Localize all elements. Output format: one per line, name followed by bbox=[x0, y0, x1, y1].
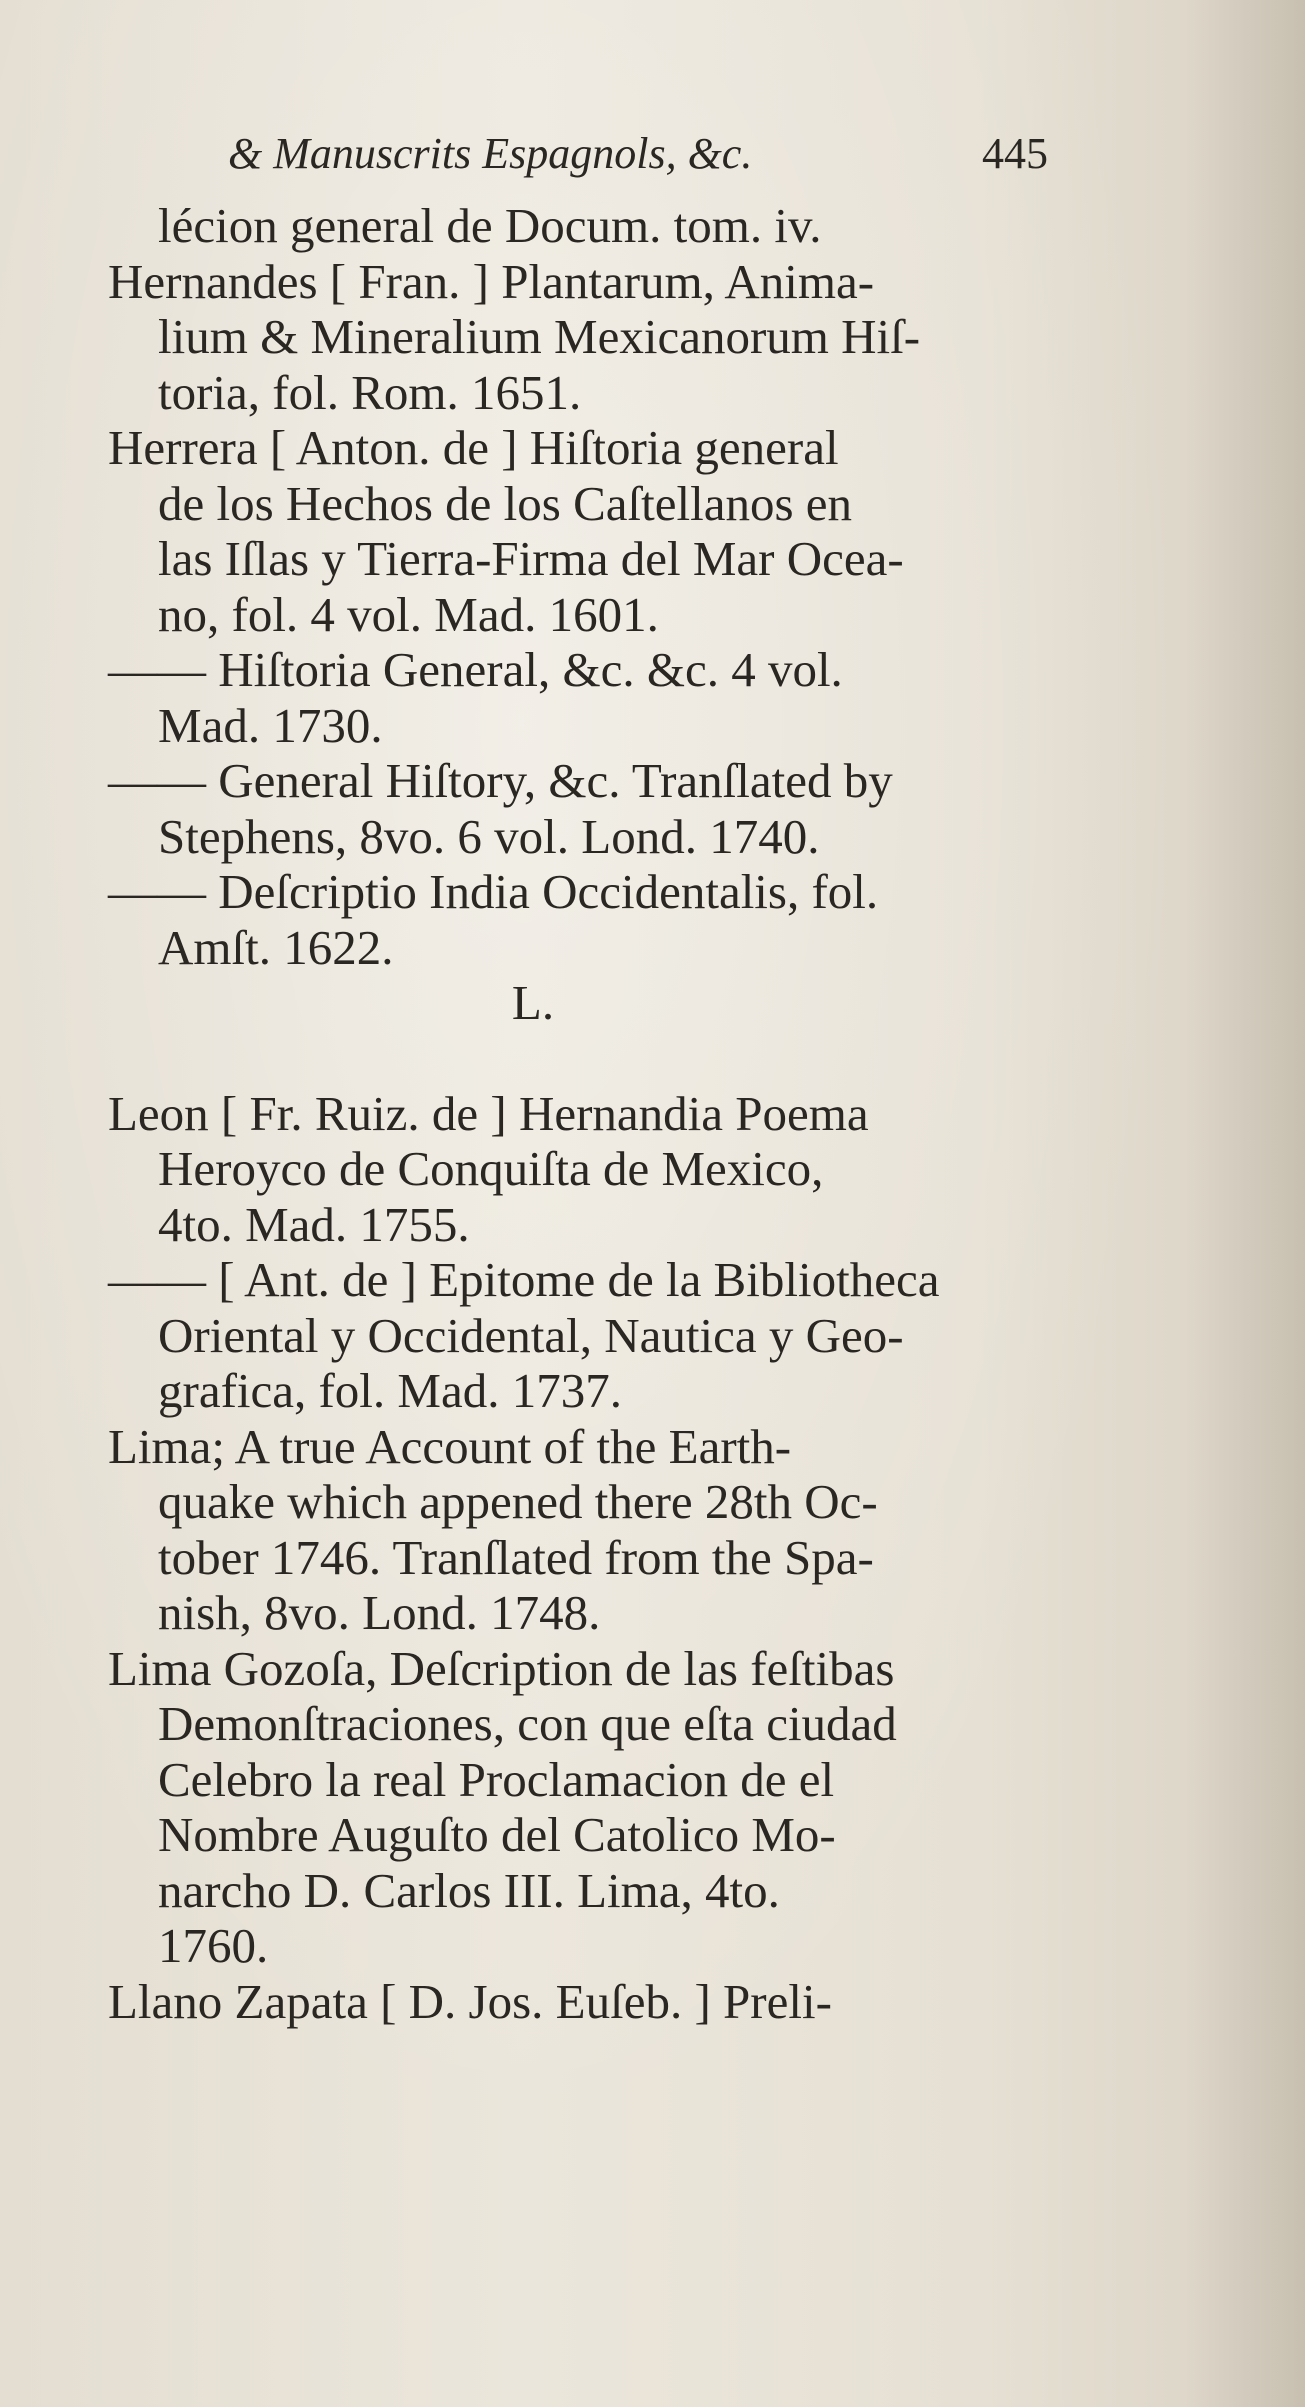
page-edge-shadow bbox=[1185, 0, 1305, 2407]
entry-hernandes: Hernandes [ Fran. ] Plantarum, Anima- bbox=[108, 253, 875, 309]
entry-herrera: Herrera [ Anton. de ] Hiſtoria general bbox=[108, 420, 839, 475]
entry-leon-epitome: —— [ Ant. de ] Epitome de la Bibliotheca bbox=[108, 1252, 940, 1307]
entry-llano-zapata: Llano Zapata [ D. Jos. Euſeb. ] Preli- bbox=[108, 1973, 832, 2029]
entry-leon: Leon [ Fr. Ruiz. de ] Hernandia Poema bbox=[108, 1085, 869, 1141]
entry-lima-gozosa: Lima Gozoſa, Deſcription de las feſtibas bbox=[108, 1640, 895, 1696]
text-line: 1760. bbox=[158, 1918, 269, 1973]
running-title: & Manuscrits Espagnols, &c. bbox=[228, 129, 753, 178]
entry-lima-account: Lima; A true Account of the Earth- bbox=[108, 1418, 792, 1474]
text-line: lécion general de Docum. tom. iv. bbox=[158, 198, 822, 253]
entry-herrera-descriptio: —— Deſcriptio India Occidentalis, fol. bbox=[108, 864, 879, 919]
text-line: nish, 8vo. Lond. 1748. bbox=[158, 1585, 601, 1640]
text-line: Heroyco de Conquiſta de Mexico, bbox=[158, 1141, 824, 1196]
text-line: lium & Mineralium Mexicanorum Hiſ- bbox=[158, 309, 921, 364]
text-line: toria, fol. Rom. 1651. bbox=[158, 364, 582, 420]
text-line: Nombre Auguſto del Catolico Mo- bbox=[158, 1807, 836, 1862]
text-line: Oriental y Occidental, Nautica y Geo- bbox=[158, 1307, 904, 1363]
entry-herrera-historia-general: —— Hiſtoria General, &c. &c. 4 vol. bbox=[108, 642, 843, 697]
section-spacer bbox=[108, 1031, 1068, 1086]
entry-herrera-general-history: —— General Hiſtory, &c. Tranſlated by bbox=[108, 753, 893, 808]
text-line: tober 1746. Tranſlated from the Spa- bbox=[158, 1529, 874, 1585]
text-line: Demonſtraciones, con que eſta ciudad bbox=[158, 1696, 897, 1751]
page-body bbox=[108, 198, 1068, 2029]
text-line: Mad. 1730. bbox=[158, 697, 383, 753]
text-line: Celebro la real Proclamacion de el bbox=[158, 1751, 835, 1807]
text-line: Stephens, 8vo. 6 vol. Lond. 1740. bbox=[158, 808, 820, 864]
page-number: 445 bbox=[982, 129, 1048, 178]
text-line: narcho D. Carlos III. Lima, 4to. bbox=[158, 1862, 780, 1918]
section-letter-heading: L. bbox=[511, 975, 555, 1030]
page-header bbox=[228, 128, 1048, 198]
text-line: grafica, fol. Mad. 1737. bbox=[158, 1363, 622, 1418]
text-line: 4to. Mad. 1755. bbox=[158, 1196, 470, 1252]
text-line: quake which appened there 28th Oc- bbox=[158, 1474, 878, 1529]
text-line: no, fol. 4 vol. Mad. 1601. bbox=[158, 586, 659, 642]
text-line: las Iſlas y Tierra-Firma del Mar Ocea- bbox=[158, 531, 904, 586]
text-line: de los Hechos de los Caſtellanos en bbox=[158, 475, 853, 531]
text-line: Amſt. 1622. bbox=[158, 919, 394, 975]
